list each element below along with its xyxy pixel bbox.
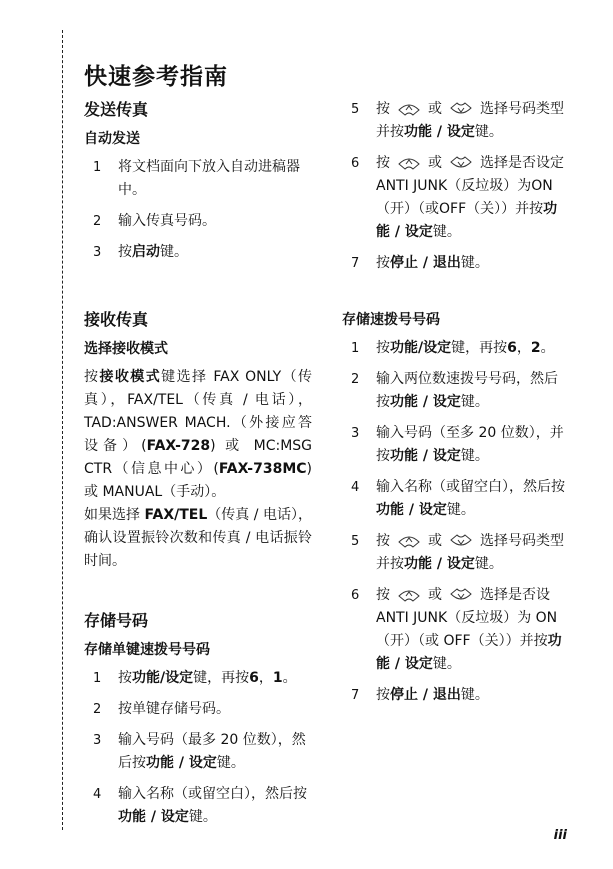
key-name: 功能 / 设定	[376, 502, 447, 518]
speed-dial-steps	[342, 337, 570, 707]
send-steps	[84, 156, 312, 264]
auto-send-subheading: 自动发送	[84, 131, 140, 147]
step-text: 键。	[460, 255, 489, 271]
key-name: 功能 / 设定	[390, 448, 461, 464]
step-text: 输入号码（至多 20 位数），并按	[376, 425, 564, 464]
step-text: 按	[376, 587, 390, 603]
store-steps	[84, 667, 312, 829]
step-text: ，	[516, 340, 531, 356]
down-arrow-key-icon	[450, 102, 472, 116]
step-text: 键，再按	[451, 340, 508, 356]
page-title: 快速参考指南	[84, 64, 228, 90]
step-text: 选择号码类型并按	[376, 533, 564, 572]
key-name: 功能 / 设定	[404, 124, 475, 140]
list-item	[342, 684, 570, 707]
step-text: 键。	[446, 502, 475, 518]
list-item	[342, 152, 570, 244]
step-text: 键。	[160, 244, 188, 260]
list-item	[342, 584, 570, 676]
step-text: 输入号码（最多 20 位数），然后按	[118, 732, 306, 771]
step-text: 选择是否设定 ANTI JUNK（反垃圾）为ON（开）（或OFF（关））并按	[376, 155, 564, 217]
list-item	[342, 368, 570, 414]
list-item	[84, 241, 312, 264]
down-arrow-key-icon	[450, 588, 472, 602]
send-heading: 发送传真	[84, 100, 149, 119]
step-text: 。	[540, 340, 555, 356]
key-name: 1	[272, 670, 283, 686]
key-name: 功能 / 设定	[118, 809, 189, 825]
step-text: 或	[428, 587, 442, 603]
key-name: 6	[249, 670, 259, 686]
text: 键选择 FAX ONLY（传真），FAX/TEL（传真 / 电话），TAD:ANSWER MACH.（外接应答设备）(	[84, 369, 313, 454]
step-text: 按	[118, 244, 132, 260]
step-text: 键。	[432, 656, 461, 672]
step-text: 输入传真号码。	[118, 213, 216, 229]
list-item	[342, 252, 570, 275]
step-text: 按	[376, 101, 390, 117]
step-number: 7	[351, 256, 360, 271]
speed-dial-subheading: 存储速拨号号码	[342, 312, 440, 328]
up-arrow-key-icon	[398, 156, 420, 170]
key-name: 功能 / 设定	[146, 755, 217, 771]
step-text: ，	[258, 670, 273, 686]
list-item	[342, 98, 570, 144]
model-name: FAX-728	[146, 438, 211, 454]
list-item	[84, 156, 312, 202]
step-text: 将文档面向下放入自动进稿器中。	[118, 159, 300, 198]
up-arrow-key-icon	[398, 534, 420, 548]
step-text: 或	[428, 533, 442, 549]
step-text: 。	[282, 670, 297, 686]
key-name: 停止 / 退出	[390, 687, 461, 703]
key-name: 功能/设定	[132, 670, 194, 686]
step-text: 输入名称（或留空白），然后按	[118, 786, 307, 802]
step-number: 3	[93, 733, 102, 748]
step-text: 键，再按	[193, 670, 250, 686]
key-name: 2	[530, 340, 541, 356]
step-number: 3	[93, 245, 102, 260]
step-text: 按单键存储号码。	[118, 701, 230, 717]
key-name: 功能 / 设定	[404, 556, 475, 572]
key-name: 功能/设定	[390, 340, 452, 356]
down-arrow-key-icon	[450, 156, 472, 170]
list-item	[342, 422, 570, 468]
list-item	[84, 698, 312, 721]
receive-mode-paragraph	[84, 366, 312, 504]
key-name: 功能 / 设定	[376, 633, 562, 672]
step-text: 键。	[474, 556, 503, 572]
step-number: 2	[93, 702, 102, 717]
model-name: FAX-738MC	[218, 461, 307, 477]
text: （传真 / 电话），确认设置振铃次数和传真 / 电话振铃时间。	[84, 507, 313, 569]
key-name: 功能 / 设定	[376, 201, 558, 240]
up-arrow-key-icon	[398, 102, 420, 116]
step-number: 4	[351, 480, 360, 495]
key-name: 启动	[132, 244, 160, 260]
left-column	[84, 98, 312, 837]
step-number: 1	[93, 671, 102, 686]
key-name: 功能 / 设定	[390, 394, 461, 410]
step-number: 1	[93, 160, 102, 175]
list-item	[342, 530, 570, 576]
step-number: 7	[351, 688, 360, 703]
step-text: 键。	[460, 687, 489, 703]
step-text: 按	[376, 533, 390, 549]
step-number: 6	[351, 588, 360, 603]
one-touch-steps-continued	[342, 98, 570, 275]
text: ) 或 MC:MSG CTR（信息中心）(	[84, 438, 313, 477]
cut-line	[62, 30, 63, 830]
up-arrow-key-icon	[398, 588, 420, 602]
step-number: 1	[351, 341, 360, 356]
step-text: 按	[376, 340, 390, 356]
fax-tel-paragraph	[84, 504, 312, 573]
key-name: 接收模式	[99, 369, 162, 385]
step-text: 键。	[460, 394, 489, 410]
step-text: 键。	[474, 124, 503, 140]
one-touch-subheading: 存储单键速拨号号码	[84, 642, 210, 658]
step-number: 5	[351, 102, 360, 117]
list-item	[84, 729, 312, 775]
step-number: 2	[351, 372, 360, 387]
step-text: 或	[428, 101, 442, 117]
step-text: 键。	[188, 809, 217, 825]
step-text: 键。	[216, 755, 245, 771]
text: ) 或 MANUAL（手动）。	[84, 461, 312, 500]
key-name: 6	[507, 340, 517, 356]
list-item	[84, 667, 312, 690]
step-text: 按	[118, 670, 132, 686]
text: 如果选择	[84, 507, 145, 523]
step-number: 5	[351, 534, 360, 549]
list-item	[84, 210, 312, 233]
step-text: 按	[376, 687, 390, 703]
down-arrow-key-icon	[450, 534, 472, 548]
page-number: iii	[553, 828, 567, 843]
step-text: 键。	[460, 448, 489, 464]
key-name: 停止 / 退出	[390, 255, 461, 271]
receive-heading: 接收传真	[84, 310, 149, 329]
step-text: 键。	[432, 224, 461, 240]
step-text: 输入名称（或留空白），然后按	[376, 479, 565, 495]
step-number: 2	[93, 214, 102, 229]
step-text: 选择是否设 ANTI JUNK（反垃圾）为 ON（开）（或 OFF（关））并按	[376, 587, 558, 649]
step-number: 6	[351, 156, 360, 171]
step-number: 4	[93, 787, 102, 802]
step-number: 3	[351, 426, 360, 441]
step-text: 按	[376, 155, 390, 171]
list-item	[342, 337, 570, 360]
step-text: 选择号码类型并按	[376, 101, 564, 140]
step-text: 输入两位数速拨号号码，然后按	[376, 371, 558, 410]
receive-mode-subheading: 选择接收模式	[84, 341, 168, 357]
right-column	[342, 98, 570, 715]
mode-name: FAX/TEL	[144, 507, 208, 523]
list-item	[84, 783, 312, 829]
list-item	[342, 476, 570, 522]
text: 按	[84, 369, 100, 385]
step-text: 按	[376, 255, 390, 271]
store-heading: 存储号码	[84, 611, 149, 630]
step-text: 或	[428, 155, 442, 171]
